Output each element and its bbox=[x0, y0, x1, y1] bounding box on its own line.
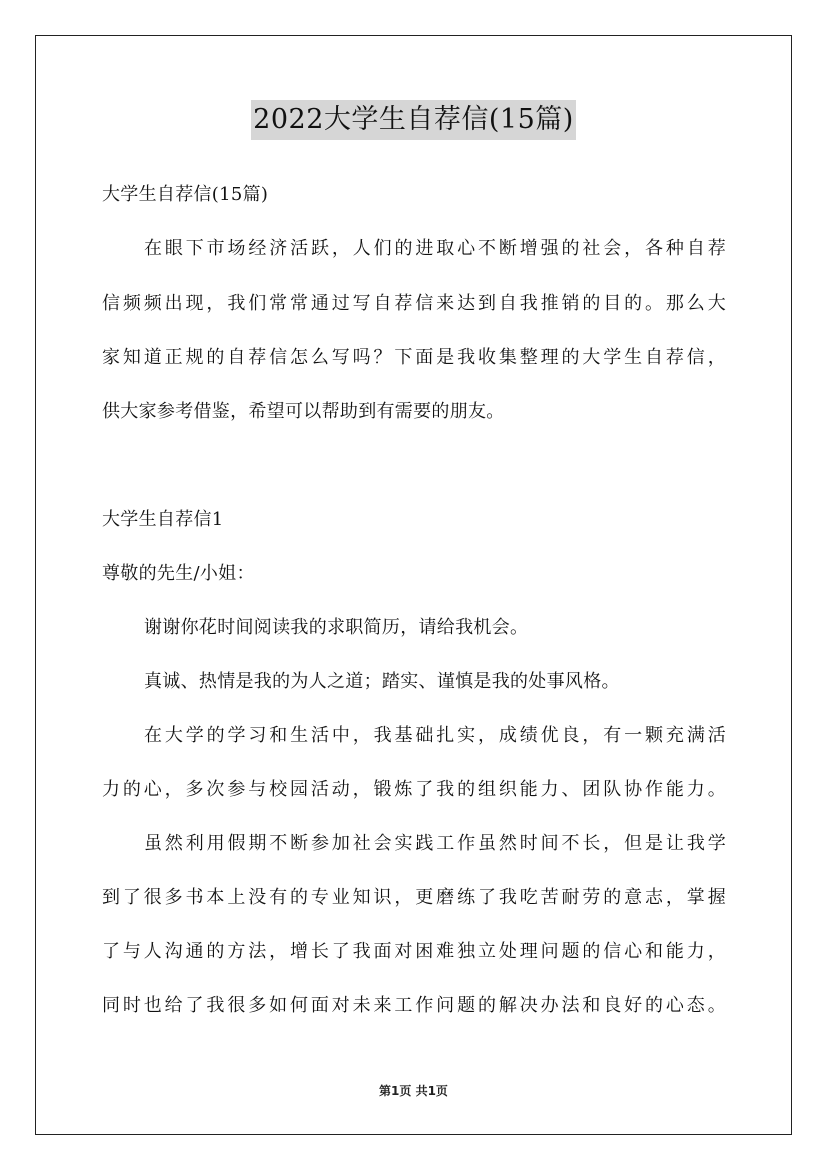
paragraph-study-line-2: 力的心，多次参与校园活动，锻炼了我的组织能力、团队协作能力。 bbox=[102, 779, 726, 800]
section-heading: 大学生自荐信1 bbox=[102, 509, 224, 530]
intro-line-3: 家知道正规的自荐信怎么写吗？下面是我收集整理的大学生自荐信， bbox=[102, 347, 726, 368]
paragraph-practice-line-4: 同时也给了我很多如何面对未来工作问题的解决办法和良好的心态。 bbox=[102, 995, 726, 1016]
subtitle-line: 大学生自荐信(15篇) bbox=[102, 184, 269, 205]
intro-line-4: 供大家参考借鉴，希望可以帮助到有需要的朋友。 bbox=[102, 401, 505, 422]
document-title: 2022大学生自荐信(15篇) bbox=[251, 100, 576, 140]
intro-line-1: 在眼下市场经济活跃，人们的进取心不断增强的社会，各种自荐 bbox=[144, 238, 726, 259]
salutation: 尊敬的先生/小姐： bbox=[102, 563, 255, 584]
paragraph-practice-line-1: 虽然利用假期不断参加社会实践工作虽然时间不长，但是让我学 bbox=[144, 833, 726, 854]
paragraph-practice-line-2: 到了很多书本上没有的专业知识，更磨练了我吃苦耐劳的意志，掌握 bbox=[102, 887, 726, 908]
paragraph-practice-line-3: 了与人沟通的方法，增长了我面对困难独立处理问题的信心和能力， bbox=[102, 941, 726, 962]
intro-line-2: 信频频出现，我们常常通过写自荐信来达到自我推销的目的。那么大 bbox=[102, 293, 726, 314]
title-container bbox=[0, 100, 827, 140]
page-footer: 第1页 共1页 bbox=[379, 1084, 448, 1098]
paragraph-study-line-1: 在大学的学习和生活中，我基础扎实，成绩优良，有一颗充满活 bbox=[144, 725, 726, 746]
paragraph-thanks: 谢谢你花时间阅读我的求职简历，请给我机会。 bbox=[144, 617, 529, 638]
paragraph-character: 真诚、热情是我的为人之道；踏实、谨慎是我的处事风格。 bbox=[144, 671, 620, 692]
